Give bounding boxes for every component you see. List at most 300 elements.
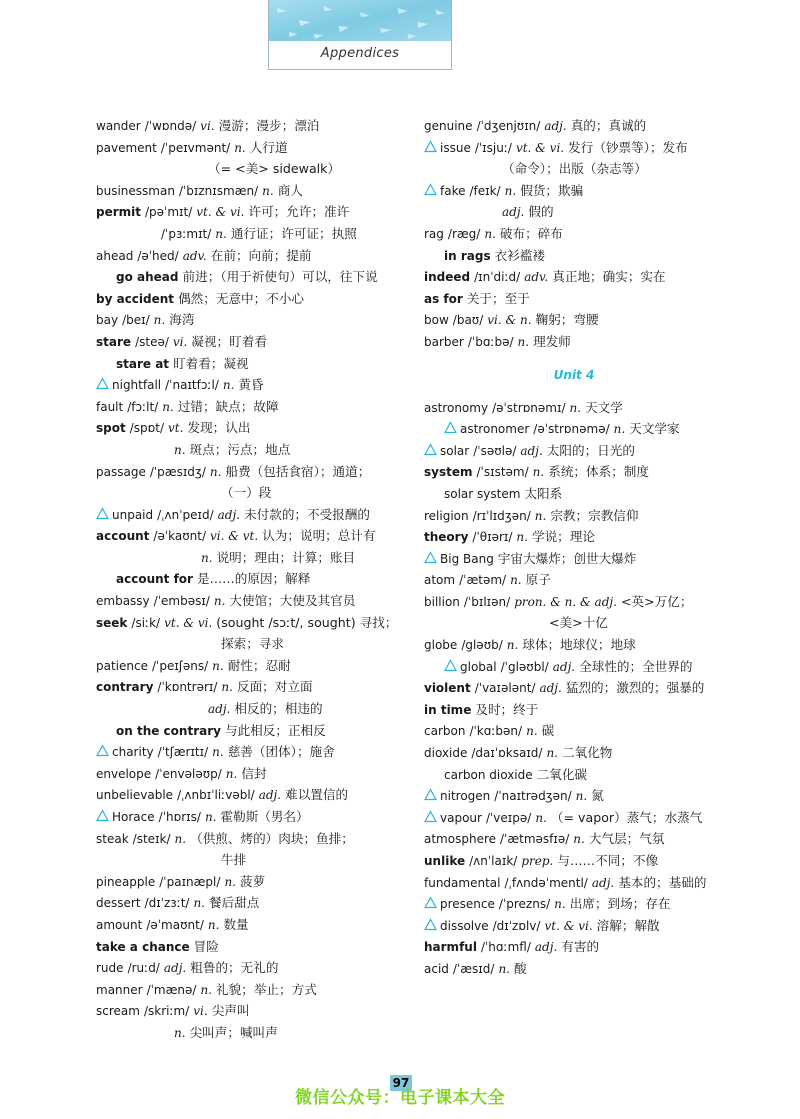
definition: 宗教；宗教信仰 xyxy=(550,507,639,523)
part-of-speech: n. xyxy=(212,658,224,673)
vocab-entry-continuation xyxy=(424,612,724,634)
part-of-speech: n. xyxy=(222,378,235,393)
definition: 餐后甜点 xyxy=(209,895,260,911)
definition: (sought /sɔːt/, sought) 寻找； xyxy=(216,614,398,630)
part-of-speech: n. xyxy=(174,831,187,846)
vocab-entry xyxy=(424,828,724,850)
definition: 前进；（用于祈使句）可以，往下说 xyxy=(182,269,378,285)
vocab-entry xyxy=(424,785,724,807)
headword: fundamental xyxy=(424,875,501,890)
part-of-speech: adj. xyxy=(163,961,187,976)
vocab-entry-continuation xyxy=(96,1022,396,1044)
vocab-entry xyxy=(96,936,396,958)
phonetic: /ˈætməsfɪə/ xyxy=(500,832,570,847)
vocab-entry xyxy=(96,201,396,223)
vocab-entry xyxy=(424,505,724,527)
headword: on the contrary xyxy=(116,723,221,738)
definition: 人行道 xyxy=(249,139,288,155)
definition: 鞠躬；弯腰 xyxy=(535,312,599,328)
headword: steak xyxy=(96,831,129,846)
phonetic: /ˌʌnˈpeɪd/ xyxy=(157,507,214,522)
phonetic: /ˈnaɪtrədʒən/ xyxy=(494,789,572,804)
vocab-entry xyxy=(424,677,724,699)
vocab-entry xyxy=(424,936,724,958)
definition: 难以置信的 xyxy=(285,787,349,803)
part-of-speech: vi. & vt. xyxy=(210,529,259,544)
phonetic: /ˈembəsɪ/ xyxy=(153,594,210,609)
phonetic: /ˈpeɪʃəns/ xyxy=(152,658,209,673)
headword: solar system xyxy=(444,486,521,501)
headword: dissolve xyxy=(440,918,489,933)
headword: pavement xyxy=(96,140,157,155)
phonetic: /steɪk/ xyxy=(132,831,171,846)
definition: 信封 xyxy=(241,765,267,781)
phonetic: /baʊ/ xyxy=(452,313,484,328)
definition: （= vapor）蒸气；水蒸气 xyxy=(550,809,703,825)
phonetic: /əˈhed/ xyxy=(137,248,179,263)
part-of-speech: adj. xyxy=(258,788,282,803)
vocab-entry xyxy=(96,914,396,936)
vocab-entry-continuation xyxy=(96,158,396,180)
definition: 二氧化碳 xyxy=(536,766,588,782)
left-column xyxy=(96,115,396,1044)
part-of-speech: n. xyxy=(200,982,213,997)
definition: 球体；地球仪；地球 xyxy=(522,637,636,653)
definition: 天文学 xyxy=(585,399,623,415)
vocab-entry xyxy=(96,828,396,850)
headword: stare xyxy=(96,334,132,349)
phonetic: /ˈhɒrɪs/ xyxy=(158,810,201,824)
definition: 牛排 xyxy=(221,852,247,868)
part-of-speech: vt. & vi. xyxy=(196,205,245,220)
definition: 偶然；无意中；不小心 xyxy=(178,290,304,306)
part-of-speech: n. xyxy=(535,810,547,825)
vocab-entry xyxy=(424,461,724,483)
definition: 大气层；气氛 xyxy=(588,831,665,847)
vocab-entry xyxy=(96,417,396,439)
vocab-entry xyxy=(96,871,396,893)
phonetic: /ˈsɪstəm/ xyxy=(476,465,529,480)
definition: 发现；认出 xyxy=(187,420,251,436)
headword: businessman xyxy=(96,183,175,198)
definition: （供煎、烤的）肉块；鱼排； xyxy=(190,830,354,846)
part-of-speech: n. xyxy=(204,810,217,824)
definition: 慈善（团体）；施舍 xyxy=(227,744,335,760)
triangle-icon xyxy=(424,140,437,153)
definition: 氮 xyxy=(591,788,604,804)
phonetic: /feɪk/ xyxy=(469,183,501,198)
definition: 出席；到场；存在 xyxy=(569,896,671,912)
phonetic: /əˈkaʊnt/ xyxy=(153,529,206,544)
part-of-speech: adj. xyxy=(544,119,567,133)
headword: go ahead xyxy=(116,270,179,285)
definition: 尖叫声；喊叫声 xyxy=(189,1024,278,1040)
phonetic: /əˈstrɒnəmɪ/ xyxy=(492,400,566,415)
vocab-entry-continuation xyxy=(96,547,396,569)
vocab-entry xyxy=(96,288,396,310)
headword: harmful xyxy=(424,940,477,955)
part-of-speech: n. xyxy=(193,896,205,911)
phonetic: /ˈpaɪnæpl/ xyxy=(159,874,221,889)
definition: 数量 xyxy=(223,916,249,932)
phonetic: /siːk/ xyxy=(131,615,161,630)
definition: 霍勒斯（男名） xyxy=(220,809,309,824)
vocab-entry-continuation xyxy=(96,633,396,655)
triangle-icon xyxy=(424,183,437,196)
phonetic: /ˈɪsjuː/ xyxy=(474,140,512,155)
vocab-entry xyxy=(96,331,396,353)
vocab-entry-continuation xyxy=(96,482,396,504)
vocab-entry xyxy=(424,397,724,419)
phonetic: /gləʊb/ xyxy=(461,638,503,653)
vocab-entry xyxy=(96,676,396,698)
part-of-speech: n. xyxy=(569,400,582,415)
part-of-speech: vi. xyxy=(200,119,215,133)
part-of-speech: n. xyxy=(234,140,246,155)
part-of-speech: adv. xyxy=(524,270,549,285)
headword: in rags xyxy=(444,248,491,263)
triangle-icon xyxy=(424,918,437,931)
vocab-entry xyxy=(96,353,396,375)
phonetic: /ˈmænə/ xyxy=(146,982,197,997)
phonetic: /ˈkɒntrərɪ/ xyxy=(157,680,218,695)
vocab-entry xyxy=(96,396,396,418)
part-of-speech: n. xyxy=(174,442,186,457)
phonetic: /ˈdʒenjʊɪn/ xyxy=(476,119,541,133)
definition: 过错；缺点；故障 xyxy=(177,398,279,414)
part-of-speech: vt. xyxy=(168,421,184,436)
headword: envelope xyxy=(96,766,152,781)
phonetic: /ˈætəm/ xyxy=(459,573,507,588)
triangle-icon xyxy=(96,377,109,390)
phonetic: /ˈsəʊlə/ xyxy=(473,443,517,458)
definition: 大使馆；大使及其官员 xyxy=(229,593,356,609)
part-of-speech: vt. & vi. xyxy=(515,140,565,155)
phonetic: /ˈpæsɪdʒ/ xyxy=(149,464,206,479)
definition: 学说；理论 xyxy=(531,529,595,545)
headword: dioxide xyxy=(424,746,468,761)
phonetic: /ˈbɑːbə/ xyxy=(467,334,514,349)
vocab-entry xyxy=(96,266,396,288)
headword: manner xyxy=(96,982,143,997)
phonetic: /ˈpeɪvmənt/ xyxy=(160,140,231,155)
definition: （一）段 xyxy=(221,485,272,501)
vocab-entry xyxy=(96,309,396,331)
definition: 及时；终于 xyxy=(475,701,539,717)
part-of-speech: vi. xyxy=(172,334,188,349)
triangle-icon xyxy=(424,896,437,909)
vocab-entry xyxy=(424,656,724,678)
part-of-speech: n. xyxy=(484,226,496,241)
definition: 猛烈的；激烈的；强暴的 xyxy=(565,680,705,696)
phonetic: /ˈtʃærɪtɪ/ xyxy=(157,745,209,760)
definition: 真正地；确实；实在 xyxy=(552,269,666,285)
definition: 未付款的；不受报酬的 xyxy=(244,506,370,522)
vocab-entry xyxy=(96,655,396,677)
part-of-speech: adj. xyxy=(539,681,562,696)
phonetic: /pəˈmɪt/ xyxy=(145,205,193,220)
part-of-speech: n. xyxy=(613,422,626,437)
phonetic: /ˈkɑːbən/ xyxy=(469,724,523,739)
phonetic: /ˈnaɪtfɔːl/ xyxy=(165,378,219,393)
headword: vapour xyxy=(440,810,482,825)
definition: 海湾 xyxy=(169,312,195,328)
header-banner xyxy=(268,0,452,70)
phonetic: /ˈgləʊbl/ xyxy=(500,659,549,674)
vocab-entry-continuation xyxy=(96,698,396,720)
headword: global xyxy=(460,659,497,674)
vocab-entry xyxy=(424,872,724,894)
headword: account xyxy=(96,529,150,544)
definition: 反面；对立面 xyxy=(236,679,313,695)
headword: bay xyxy=(96,313,119,328)
headword: embassy xyxy=(96,594,150,609)
watermark-text: 微信公众号：电子课本大全 xyxy=(295,1088,505,1108)
headword: unbelievable xyxy=(96,788,174,803)
triangle-icon xyxy=(96,809,109,822)
part-of-speech: n. xyxy=(209,464,222,479)
vocab-entry xyxy=(424,591,724,613)
headword: rude xyxy=(96,961,124,976)
headword: nightfall xyxy=(112,378,162,393)
definition: 凝视；盯着看 xyxy=(191,333,267,349)
part-of-speech: vi. & n. xyxy=(487,313,532,328)
phonetic: /ˈθɪərɪ/ xyxy=(472,530,513,545)
vocab-entry xyxy=(96,957,396,979)
headword: contrary xyxy=(96,680,154,695)
vocab-entry xyxy=(96,892,396,914)
headword: religion xyxy=(424,508,469,523)
part-of-speech: pron. & n. & adj. xyxy=(514,594,617,609)
headword: genuine xyxy=(424,119,473,133)
phonetic: /beɪ/ xyxy=(122,313,150,328)
vocab-entry xyxy=(424,807,724,829)
headword: account for xyxy=(116,572,193,587)
definition: 斑点；污点；地点 xyxy=(189,441,291,457)
definition: 全球性的；全世界的 xyxy=(579,658,693,674)
part-of-speech: n. xyxy=(498,961,510,976)
definition: 基本的；基础的 xyxy=(618,874,707,890)
vocab-entry xyxy=(424,115,724,137)
vocab-entry xyxy=(424,418,724,440)
vocab-entry xyxy=(424,958,724,980)
headword: astronomer xyxy=(460,422,530,437)
phonetic: /steə/ xyxy=(135,334,169,349)
headword: as for xyxy=(424,291,463,306)
phonetic: /ræg/ xyxy=(447,226,481,241)
definition: 酸 xyxy=(514,960,527,976)
definition: 溶解；解散 xyxy=(596,917,660,933)
headword: fake xyxy=(440,183,466,198)
headword: in time xyxy=(424,702,472,717)
definition: 发行（钞票等）；发布 xyxy=(568,139,688,155)
vocab-entry xyxy=(96,784,396,806)
definition: 黄昏 xyxy=(238,377,264,393)
part-of-speech: n. xyxy=(504,183,517,198)
part-of-speech: n. xyxy=(153,313,166,328)
triangle-icon xyxy=(444,659,457,672)
phonetic: /ˈprezns/ xyxy=(498,897,551,912)
headword: seek xyxy=(96,615,128,630)
headword: carbon xyxy=(424,724,466,739)
phonetic: /ɪnˈdiːd/ xyxy=(474,270,521,285)
part-of-speech: n. xyxy=(213,594,226,609)
phonetic: /ˈvaɪələnt/ xyxy=(474,681,536,696)
definition: 是……的原因；解释 xyxy=(196,571,311,587)
definition: 在前；向前；提前 xyxy=(210,247,312,263)
vocab-entry xyxy=(424,634,724,656)
triangle-icon xyxy=(424,810,437,823)
headword: wander xyxy=(96,119,141,133)
headword: fault xyxy=(96,399,124,414)
definition: <英>万亿； xyxy=(620,593,693,609)
headword: globe xyxy=(424,638,458,653)
definition: 尖声叫 xyxy=(211,1003,250,1019)
headword: bow xyxy=(424,313,449,328)
headword: atmosphere xyxy=(424,832,496,847)
definition: 冒险 xyxy=(193,938,219,954)
triangle-icon xyxy=(424,443,437,456)
vocab-entry xyxy=(424,483,724,505)
phonetic: /ˈbɪlɪən/ xyxy=(463,594,511,609)
definition: 漫游；漫步；漂泊 xyxy=(218,118,320,133)
definition: 系统；体系；制度 xyxy=(548,464,649,480)
headword: presence xyxy=(440,897,495,912)
part-of-speech: n. xyxy=(516,530,528,545)
phonetic: /ˈveɪpə/ xyxy=(485,810,532,825)
headword: passage xyxy=(96,464,146,479)
headword: acid xyxy=(424,961,449,976)
headword: ahead xyxy=(96,248,134,263)
headword: by accident xyxy=(96,291,175,306)
phonetic: /dɪˈzɒlv/ xyxy=(492,918,541,933)
part-of-speech: n. xyxy=(526,724,538,739)
definition: 真的；真诚的 xyxy=(570,118,647,133)
headword: Horace xyxy=(112,810,155,824)
definition: 粗鲁的；无礼的 xyxy=(190,960,279,976)
headword: indeed xyxy=(424,270,471,285)
phonetic: /ˈwɒndə/ xyxy=(144,119,197,133)
part-of-speech: n. xyxy=(201,550,213,565)
headword: pineapple xyxy=(96,874,156,889)
phonetic: /rɪˈlɪdʒən/ xyxy=(472,508,531,523)
part-of-speech: n. xyxy=(506,638,519,653)
definition: 太阳的；日光的 xyxy=(546,442,635,458)
headword: astronomy xyxy=(424,400,489,415)
vocab-entry xyxy=(96,1000,396,1022)
vocab-entry xyxy=(96,504,396,526)
definition: 耐性；忍耐 xyxy=(227,657,291,673)
vocab-entry xyxy=(424,440,724,462)
triangle-icon xyxy=(424,551,437,564)
definition: 说明；理由；计算；账目 xyxy=(216,549,356,565)
headword: take a chance xyxy=(96,939,190,954)
vocab-entry xyxy=(424,915,724,937)
phonetic: /skriːm/ xyxy=(143,1004,190,1019)
phonetic: /ˌfʌndəˈmentl/ xyxy=(504,875,588,890)
headword: charity xyxy=(112,745,154,760)
headword: permit xyxy=(96,205,141,220)
definition: 许可；允许；准许 xyxy=(248,204,350,220)
headword: theory xyxy=(424,530,469,545)
vocab-entry xyxy=(96,590,396,612)
phonetic: /ʌnˈlaɪk/ xyxy=(469,854,518,868)
part-of-speech: n. xyxy=(575,789,588,804)
part-of-speech: n. xyxy=(517,334,530,349)
definition: 原子 xyxy=(525,572,551,588)
definition: 菠萝 xyxy=(240,873,266,889)
definition: 礼貌；举止；方式 xyxy=(216,981,317,997)
unit-heading: Unit 4 xyxy=(553,367,595,382)
vocab-entry xyxy=(96,741,396,763)
vocab-entry xyxy=(96,806,396,828)
headword: issue xyxy=(440,140,471,155)
vocab-entry xyxy=(96,137,396,159)
vocab-entry-continuation xyxy=(96,849,396,871)
vocab-entry-continuation xyxy=(96,223,396,245)
definition: 盯着看；凝视 xyxy=(173,355,249,371)
part-of-speech: adj. xyxy=(217,507,241,522)
headword: spot xyxy=(96,421,126,436)
part-of-speech: adj. xyxy=(591,875,615,890)
headword: violent xyxy=(424,681,471,696)
vocab-entry xyxy=(96,612,396,634)
phonetic: /ˈæsɪd/ xyxy=(452,961,495,976)
right-column xyxy=(424,115,724,980)
definition: 二氧化物 xyxy=(562,745,613,761)
headword: unpaid xyxy=(112,507,154,522)
definition: （命令）；出版（杂志等） xyxy=(502,161,647,177)
definition: 认为；说明；总计有 xyxy=(262,528,376,544)
triangle-icon xyxy=(424,788,437,801)
part-of-speech: adj. xyxy=(208,702,231,717)
definition: 相反的；相违的 xyxy=(234,701,323,717)
vocab-entry xyxy=(96,245,396,267)
vocab-entry xyxy=(424,137,724,159)
vocab-entry xyxy=(424,699,724,721)
definition: 船费（包括食宿）；通道； xyxy=(225,463,371,479)
headword: nitrogen xyxy=(440,789,491,804)
part-of-speech: adv. xyxy=(182,248,207,263)
part-of-speech: vt. & vi. xyxy=(544,918,593,933)
vocab-entry-continuation xyxy=(96,439,396,461)
part-of-speech: adj. xyxy=(502,205,525,220)
section-title: Appendices xyxy=(320,46,400,61)
vocab-entry xyxy=(424,526,724,548)
part-of-speech: n. xyxy=(162,399,174,414)
vocab-entry xyxy=(96,374,396,396)
phonetic: /spɒt/ xyxy=(129,421,165,436)
headword: rag xyxy=(424,226,444,241)
definition: 与……不同；不像 xyxy=(557,853,659,868)
part-of-speech: n. xyxy=(510,573,522,588)
part-of-speech: n. xyxy=(174,1025,186,1040)
headword: unlike xyxy=(424,854,466,868)
headword: system xyxy=(424,465,473,480)
vocab-entry-continuation xyxy=(424,158,724,180)
definition: 假货；欺骗 xyxy=(520,182,584,198)
headword: stare at xyxy=(116,356,170,371)
vocab-entry xyxy=(424,893,724,915)
part-of-speech: n. xyxy=(224,874,236,889)
headword: billion xyxy=(424,594,460,609)
definition: 探索；寻求 xyxy=(221,636,284,652)
phonetic: /ˈpɜːmɪt/ xyxy=(161,226,212,241)
vocab-entry xyxy=(424,266,724,288)
vocab-entry xyxy=(424,288,724,310)
part-of-speech: n. xyxy=(573,832,585,847)
phonetic: /ˈhɑːmfl/ xyxy=(480,940,531,955)
